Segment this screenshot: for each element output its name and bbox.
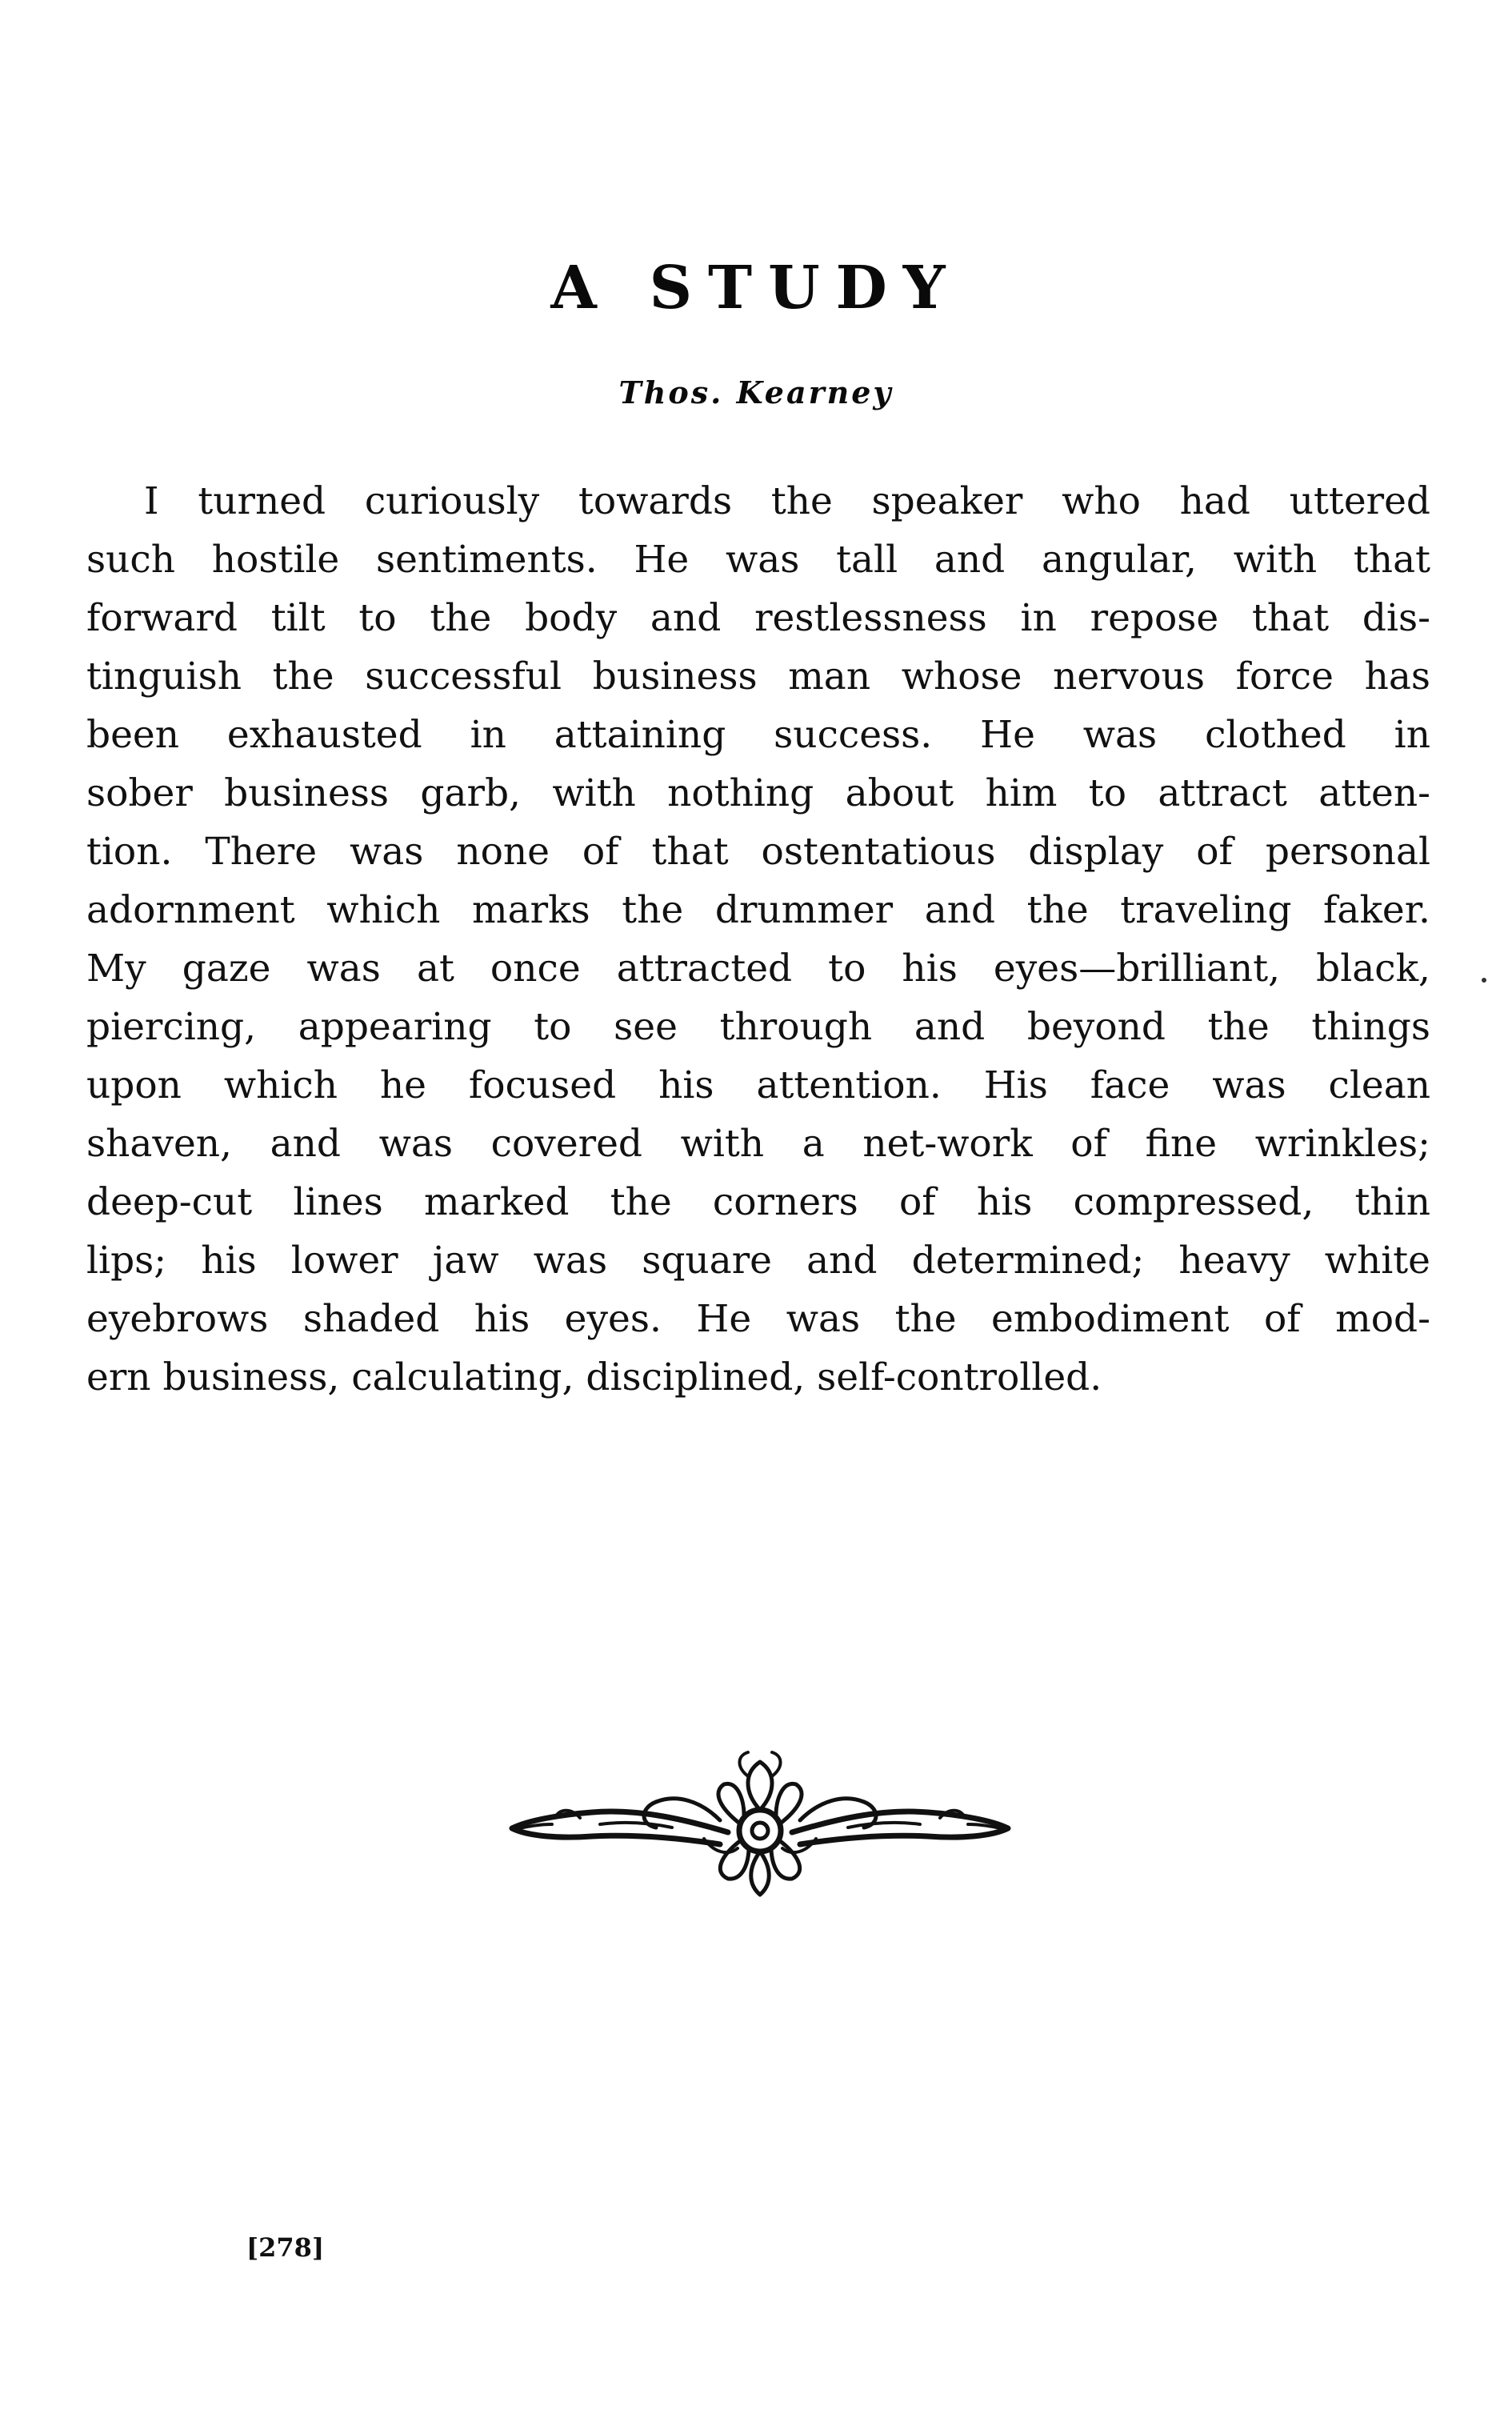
body-line: My gaze was at once attracted to his eyes—brilliant, black, bbox=[86, 947, 1430, 991]
article-author: Thos. Kearney bbox=[618, 374, 894, 410]
body-line: eyebrows shaded his eyes. He was the embodiment of mod- bbox=[86, 1297, 1430, 1341]
body-line: sober business garb, with nothing about him to attract atten- bbox=[86, 771, 1430, 815]
body-line: been exhausted in attaining success. He was clothed in bbox=[86, 713, 1430, 757]
floral-scroll-ornament-icon bbox=[504, 1744, 1016, 1904]
page-number: [278] bbox=[246, 2232, 325, 2263]
body-line: shaven, and was covered with a net-work of fine wrinkles; bbox=[86, 1122, 1430, 1166]
body-line: tion. There was none of that ostentatious display of personal bbox=[86, 830, 1430, 874]
body-line: adornment which marks the drummer and the traveling faker. bbox=[86, 888, 1430, 932]
body-line: lips; his lower jaw was square and determined; heavy white bbox=[86, 1239, 1430, 1283]
body-line: piercing, appearing to see through and beyond the things bbox=[86, 1005, 1430, 1049]
article-title: A STUDY bbox=[550, 254, 962, 322]
body-line: I turned curiously towards the speaker who had uttered bbox=[144, 479, 1430, 523]
body-line: deep-cut lines marked the corners of his compressed, thin bbox=[86, 1180, 1430, 1224]
article-body bbox=[86, 472, 1430, 1407]
scan-speck bbox=[1482, 978, 1486, 983]
body-line: ern business, calculating, disciplined, self-controlled. bbox=[86, 1355, 1102, 1399]
body-line: forward tilt to the body and restlessness in repose that dis- bbox=[86, 596, 1430, 640]
body-line: tinguish the successful business man whose nervous force has bbox=[86, 655, 1430, 699]
body-line: such hostile sentiments. He was tall and angular, with that bbox=[86, 538, 1430, 582]
body-line: upon which he focused his attention. His face was clean bbox=[86, 1063, 1430, 1107]
